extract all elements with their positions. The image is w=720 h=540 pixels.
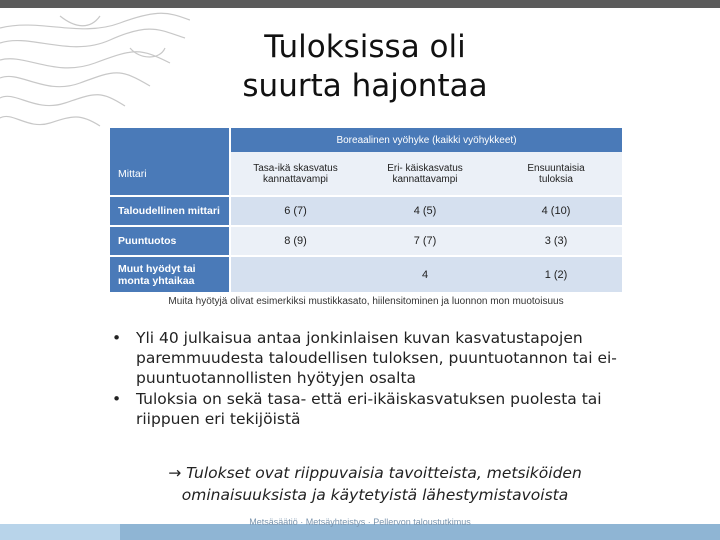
column-header-1-line2: kannattavampi <box>262 173 329 185</box>
column-header-2-line2: kannattavampi <box>392 173 458 185</box>
column-header-1 <box>230 152 360 196</box>
table-cell: 3 (3) <box>490 226 622 256</box>
conclusion-line-2: ominaisuuksista ja käytetyistä lähestymistavoista <box>181 486 569 504</box>
table-cell: 4 (10) <box>490 196 622 226</box>
page-title <box>200 28 530 106</box>
column-header-3 <box>490 152 622 196</box>
bullet-text: Yli 40 julkaisua antaa jonkinlaisen kuvan kasvatustapojen paremmuudesta taloudellisen tuloksen, puuntuotannon tai ei-puuntuotannollisten hyötyjen osalta <box>136 329 617 387</box>
table-row <box>110 226 622 256</box>
bullet-item <box>112 389 632 429</box>
column-header-2 <box>360 152 490 196</box>
bullet-text: Tuloksia on sekä tasa- että eri-ikäiskasvatuksen puolesta tai riippuen eri tekijöistä <box>136 390 602 428</box>
table-cell: 4 (5) <box>360 196 490 226</box>
row-label: Taloudellinen mittari <box>110 196 230 226</box>
footer-text: Metsäsäätiö · Metsäyhteistys · Pellervon taloustutkimus <box>249 517 471 527</box>
table-row-header: Mittari <box>110 152 230 196</box>
row-label <box>110 256 230 292</box>
row-label-line1: Muut hyödyt tai <box>118 262 196 275</box>
conclusion <box>140 462 610 506</box>
table-cell: 8 (9) <box>230 226 360 256</box>
contour-lines-decoration <box>0 8 190 148</box>
table-row <box>110 256 622 292</box>
row-label-line2: monta yhtaikaa <box>118 274 195 287</box>
table-cell: 7 (7) <box>360 226 490 256</box>
table-cell: 1 (2) <box>490 256 622 292</box>
table-row <box>110 196 622 226</box>
table-cell: 6 (7) <box>230 196 360 226</box>
conclusion-line-1: → Tulokset ovat riippuvaisia tavoitteista, metsiköiden <box>168 464 582 482</box>
title-line-1: Tuloksissa oli <box>264 29 466 65</box>
table-corner <box>110 128 230 152</box>
column-header-1-line1: Tasa-ikä skasvatus <box>253 162 338 174</box>
bullet-marker: • <box>112 390 122 408</box>
table-cell <box>230 256 360 292</box>
results-table <box>110 128 622 292</box>
bullet-item <box>112 328 632 388</box>
column-header-2-line1: Eri- käiskasvatus <box>387 162 463 174</box>
column-header-3-line1: Ensuuntaisia <box>527 162 585 174</box>
title-line-2: suurta hajontaa <box>242 68 488 104</box>
row-label: Puuntuotos <box>110 226 230 256</box>
table-group-header: Boreaalinen vyöhyke (kaikki vyöhykkeet) <box>230 128 622 152</box>
footer-accent <box>0 524 120 540</box>
bullet-marker: • <box>112 329 122 347</box>
table-cell: 4 <box>360 256 490 292</box>
table-note: Muita hyötyjä olivat esimerkiksi mustikkasato, hiilensitominen ja luonnon mon muotoisuus <box>168 296 564 307</box>
column-header-3-line2: tuloksia <box>539 173 573 185</box>
bullet-list <box>112 328 632 430</box>
top-bar <box>0 0 720 8</box>
